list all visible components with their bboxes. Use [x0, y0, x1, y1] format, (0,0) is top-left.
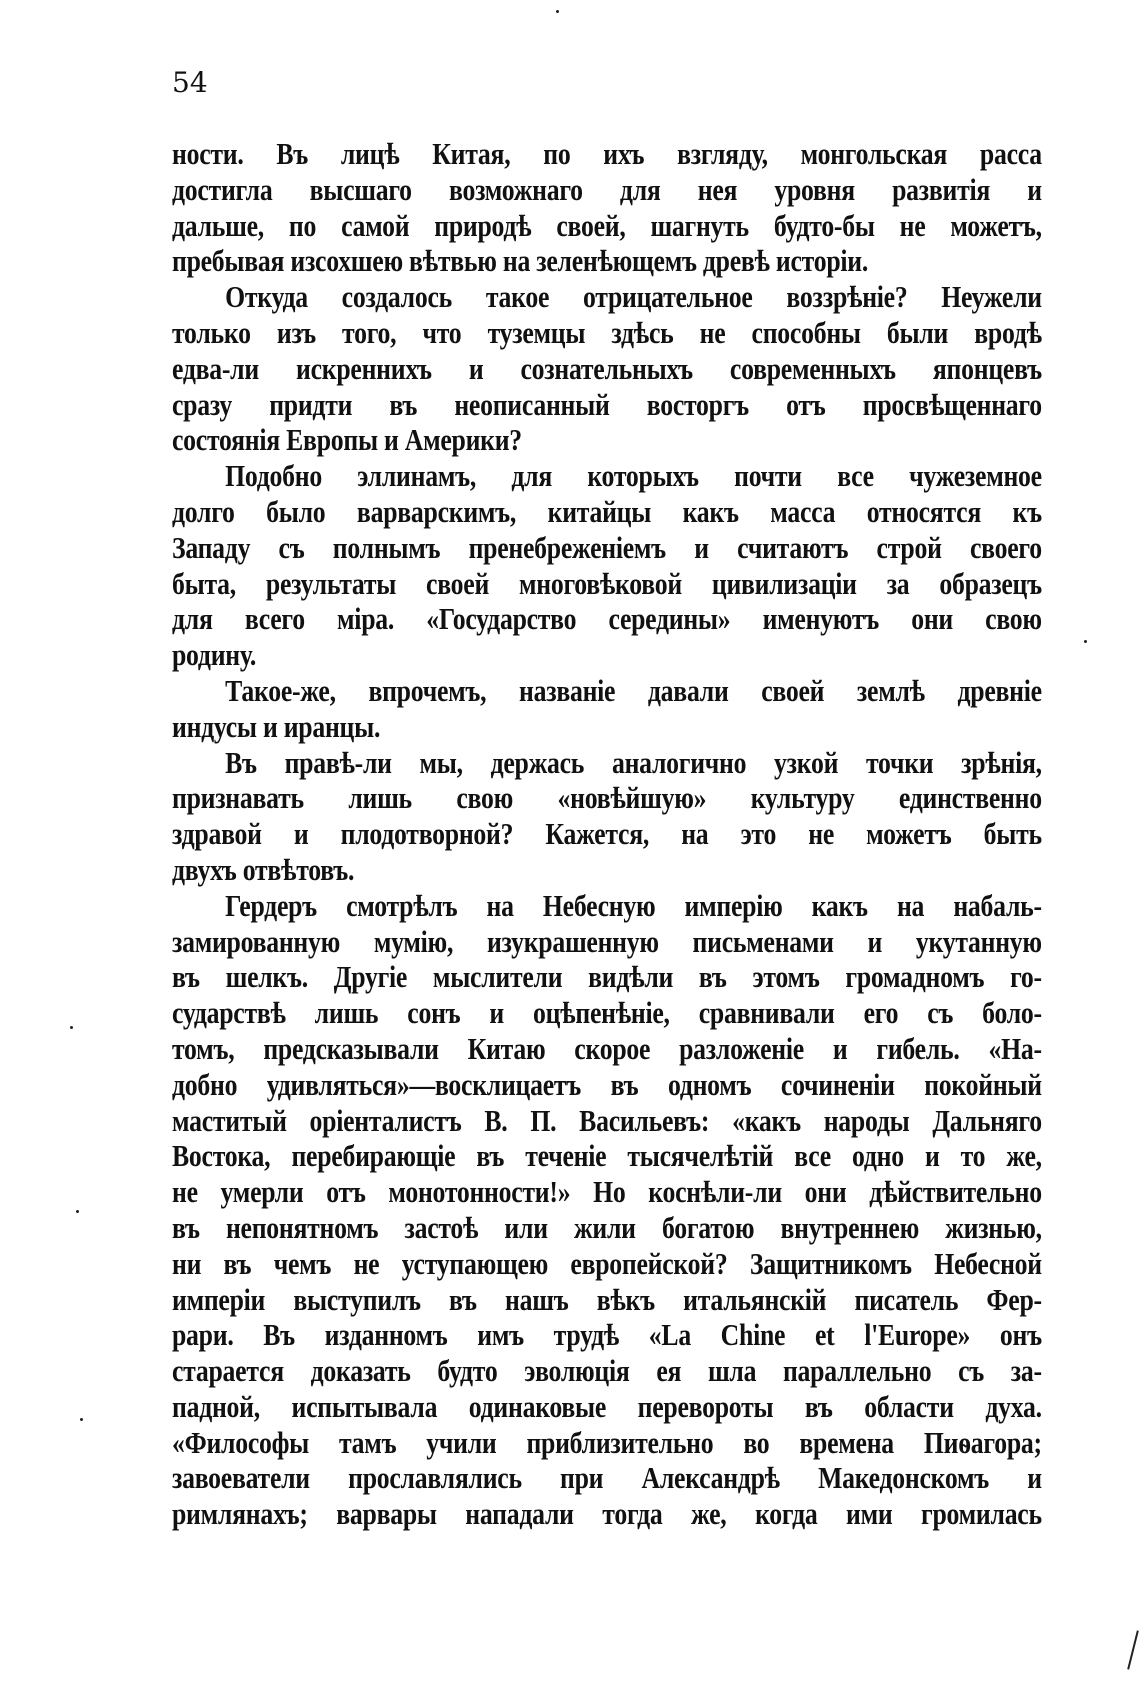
text-line: томъ, предсказывали Китаю скорое разложеніе и гибель. «На- — [172, 1030, 1042, 1066]
text-line: падной, испытывала одинаковые перевороты въ области духа. — [172, 1388, 1042, 1424]
text-line: «Философы тамъ учили приблизительно во времена Пиѳагора; — [172, 1424, 1042, 1460]
scan-speck — [1084, 640, 1087, 643]
text-line: только изъ того, что туземцы здѣсь не способны были вродѣ — [172, 314, 1042, 350]
text-line: сударствѣ лишь сонъ и оцѣпенѣніе, сравнивали его съ боло- — [172, 995, 1042, 1031]
text-line: индусы и иранцы. — [172, 708, 381, 744]
text-line: добно удивляться»—восклицаетъ въ одномъ сочиненіи покойный — [172, 1066, 1042, 1102]
text-line: родину. — [172, 637, 257, 673]
text-line: Въ правѣ-ли мы, держась аналогично узкой точки зрѣнія, — [225, 744, 1042, 780]
text-line: Гердеръ смотрѣлъ на Небесную имперію какъ на набаль- — [225, 887, 1042, 923]
text-line: едва-ли искреннихъ и сознательныхъ современныхъ японцевъ — [172, 350, 1042, 386]
text-line: долго было варварскимъ, китайцы какъ масса относятся къ — [172, 493, 1042, 529]
text-line: не умерли отъ монотонности!» Но коснѣли-ли они дѣйствительно — [172, 1174, 1042, 1210]
text-line: быта, результаты своей многовѣковой цивилизаціи за образецъ — [172, 565, 1042, 601]
text-line: въ непонятномъ застоѣ или жили богатою внутреннею жизнью, — [172, 1209, 1042, 1245]
text-line: здравой и плодотворной? Кажется, на это не можетъ быть — [172, 816, 1042, 852]
scan-speck — [556, 10, 559, 13]
text-line: Такое-же, впрочемъ, названіе давали своей землѣ древніе — [225, 672, 1042, 708]
text-line: въ шелкъ. Другіе мыслители видѣли въ этомъ громадномъ го- — [172, 959, 1042, 995]
text-line: завоеватели прославлялись при Александрѣ Македонскомъ и — [172, 1460, 1042, 1496]
text-line: признавать лишь свою «новѣйшую» культуру единственно — [172, 780, 1042, 816]
text-line: пребывая изсохшею вѣтвью на зеленѣющемъ древѣ исторіи. — [172, 243, 869, 279]
text-line: Западу съ полнымъ пренебреженіемъ и считаютъ строй своего — [172, 529, 1042, 565]
scan-edge-mark — [1127, 1630, 1139, 1669]
text-line: Востока, перебирающіе въ теченіе тысячелѣтій все одно и то же, — [172, 1138, 1042, 1174]
text-line: для всего міра. «Государство середины» именуютъ они свою — [172, 601, 1042, 637]
scan-speck — [76, 1210, 79, 1213]
text-line: Откуда создалось такое отрицательное воззрѣніе? Неужели — [225, 279, 1042, 315]
text-line: двухъ отвѣтовъ. — [172, 851, 355, 887]
text-line: сразу придти въ неописанный восторгъ отъ просвѣщеннаго — [172, 386, 1042, 422]
text-line: достигла высшаго возможнаго для нея уровня развитія и — [172, 171, 1042, 207]
text-line: дальше, по самой природѣ своей, шагнуть будто-бы не можетъ, — [172, 207, 1042, 243]
text-line: рари. Въ изданномъ имъ трудѣ «La Chine et l'Europe» онъ — [172, 1317, 1042, 1353]
text-line: римлянахъ; варвары нападали тогда же, когда ими громилась — [172, 1496, 1042, 1532]
text-line: ни въ чемъ не уступающею европейской? Защитникомъ Небесной — [172, 1245, 1042, 1281]
text-line: имперіи выступилъ въ нашъ вѣкъ итальянскій писатель Фер- — [172, 1281, 1042, 1317]
text-line: Подобно эллинамъ, для которыхъ почти все чужеземное — [225, 458, 1042, 494]
text-line: маститый оріенталистъ В. П. Васильевъ: «какъ народы Дальняго — [172, 1102, 1042, 1138]
text-line: ности. Въ лицѣ Китая, по ихъ взгляду, монгольская расса — [172, 136, 1042, 171]
page-number: 54 — [172, 66, 208, 99]
text-line: замированную мумію, изукрашенную письменами и укутанную — [172, 923, 1042, 959]
scan-speck — [70, 1026, 73, 1029]
scan-speck — [80, 1418, 83, 1421]
text-line: состоянія Европы и Америки? — [172, 422, 522, 458]
body-text — [172, 136, 1042, 1532]
text-line: старается доказать будто эволюція ея шла параллельно съ за- — [172, 1353, 1042, 1389]
